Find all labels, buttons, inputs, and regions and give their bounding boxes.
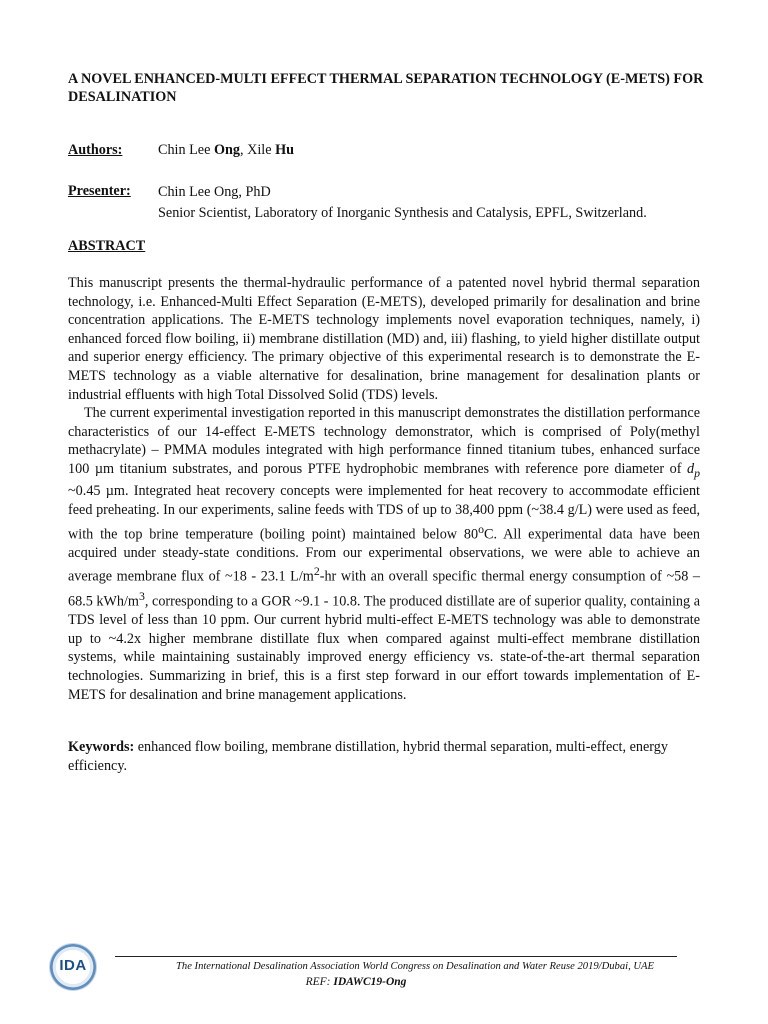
paper-title: A NOVEL ENHANCED-MULTI EFFECT THERMAL SEPARATION TECHNOLOGY (E-METS) FOR DESALINATION xyxy=(68,71,704,105)
reference-id: IDAWC19-Ong xyxy=(333,976,407,988)
author-2-given: Xile xyxy=(247,142,272,158)
abstract-body xyxy=(68,274,700,704)
author-1-family: Ong xyxy=(213,142,240,158)
abstract-paragraph-2: The current experimental investigation reported in this manuscript demonstrates the distillation performance characteristics of our 14-effect E-METS technology demonstrator, which is comprised of Poly(methyl methacrylate) – PMMA modules integrated with high performance finned titanium tubes, enhanced surface 100 µm titanium substrates, and porous PTFE hydrophobic membranes with reference pore diameter of $d_p$ ~0.45 µm. Integrated heat recovery concepts were implemented for heat recovery to accommodate efficient feed preheating. In our experiments, saline feeds with TDS of up to 38,400 ppm (~38.4 g/L) were used as feed, with the top brine temperature (boiling point) maintained below 80$^o$C. All experimental data have been acquired under steady-state conditions. From our experimental observations, we were able to achieve an average membrane flux of ~18 - 23.1 $L/m^2-hr$ with an overall specific thermal energy consumption of ~58 – 68.5 kWh/$m^3$, corresponding to a GOR ~9.1 - 10.8. The produced distillate are of superior quality, containing a TDS level of less than 10 ppm. Our current hybrid multi-effect E-METS technology was able to demonstrate up to ~4.2x higher membrane distillate flux when compared against multi-effect membrane distillation systems, while maintaining sustainably improved energy efficiency vs. state-of-the-art thermal separation technologies. Summarizing in brief, this is a first step forward in our effort towards implementation of E-METS for desalination and brine management applications. xyxy=(68,405,700,703)
author-2-family: Hu xyxy=(275,142,294,158)
keywords-label: Keywords: xyxy=(68,739,135,755)
presenter-info xyxy=(158,182,647,224)
presenter-label: Presenter: xyxy=(68,183,131,199)
ida-logo xyxy=(50,944,96,990)
author-1-given: Chin Lee xyxy=(158,142,211,158)
abstract-heading: ABSTRACT xyxy=(68,238,146,254)
presenter-affiliation: Senior Scientist, Laboratory of Inorganic Synthesis and Catalysis, EPFL, Switzerland. xyxy=(158,205,647,221)
keywords-text: enhanced flow boiling, membrane distillation, hybrid thermal separation, multi-effect, energy efficiency. xyxy=(68,739,668,774)
authors-list: Chin Lee Ong, Xile Hu xyxy=(158,142,294,158)
ida-logo-text: IDA xyxy=(59,957,87,974)
presenter-name: Chin Lee Ong, PhD xyxy=(158,184,271,200)
abstract-paragraph-1: This manuscript presents the thermal-hydraulic performance of a patented novel hybrid thermal separation technology, i.e. Enhanced-Multi Effect Separation (E-METS), developed primarily for desalination and brine concentration applications. The E-METS technology implements novel evaporation techniques, namely, i) enhanced forced flow boiling, ii) membrane distillation (MD) and, iii) flashing, to yield higher distillate output and superior energy efficiency. The primary objective of this experimental research is to demonstrate the E-METS technology as a viable alternative for desalination, brine management for desalination plants or industrial effluents with high Total Dissolved Solid (TDS) levels. xyxy=(68,275,700,403)
footer-reference xyxy=(115,975,597,989)
authors-label: Authors: xyxy=(68,142,123,158)
footer-divider xyxy=(115,956,677,957)
footer-congress: The International Desalination Association World Congress on Desalination and Water Reuse 2019/Dubai, UAE xyxy=(176,961,654,972)
pore-diameter-symbol: d xyxy=(686,460,695,477)
degree-symbol: o xyxy=(478,521,485,536)
reference-label: REF: xyxy=(305,976,331,988)
keywords xyxy=(68,738,700,775)
